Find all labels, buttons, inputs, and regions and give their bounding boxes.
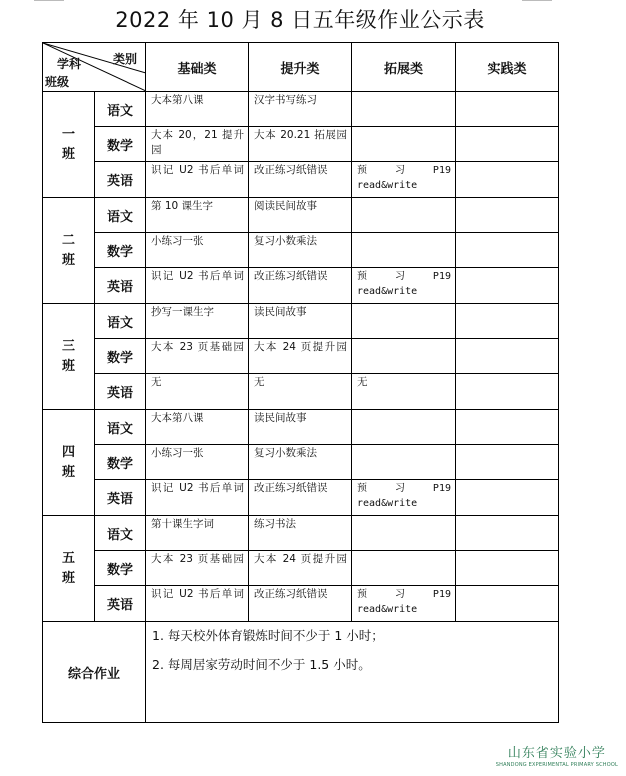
subject-cell: 数学 <box>95 127 146 162</box>
subject-cell: 数学 <box>95 233 146 268</box>
class-name-cell <box>43 516 95 622</box>
class-name-cell <box>43 198 95 304</box>
homework-cell-extended: 预 习 P19 read&write <box>352 162 456 198</box>
diag-label-subject: 学科 <box>57 57 82 71</box>
homework-cell-practice <box>456 304 559 339</box>
homework-cell-basic: 识记 U2 书后单词 <box>146 268 249 304</box>
header-basic: 基础类 <box>146 43 249 92</box>
subject-cell: 语文 <box>95 92 146 127</box>
homework-cell-extended: 预 习 P19 read&write <box>352 586 456 622</box>
subject-cell: 英语 <box>95 480 146 516</box>
subject-cell: 数学 <box>95 551 146 586</box>
class-name: 五班 <box>61 550 75 586</box>
comprehensive-content <box>146 622 559 723</box>
class-name-cell <box>43 304 95 410</box>
homework-cell-extended <box>352 551 456 586</box>
table-row <box>43 268 559 304</box>
homework-cell-advanced: 改正练习纸错误 <box>249 586 352 622</box>
header-advanced: 提升类 <box>249 43 352 92</box>
homework-cell-advanced: 大本 24 页提升园 <box>249 551 352 586</box>
comprehensive-item: 1. 每天校外体育锻炼时间不少于 1 小时； <box>152 628 384 643</box>
homework-cell-advanced: 阅读民间故事 <box>249 198 352 233</box>
logo-name-en: SHANDONG EXPERIMENTAL PRIMARY SCHOOL <box>495 762 618 768</box>
diag-label-category: 类别 <box>113 52 138 66</box>
homework-cell-advanced: 改正练习纸错误 <box>249 162 352 198</box>
diagonal-header-cell <box>43 43 146 92</box>
subject-cell: 语文 <box>95 516 146 551</box>
subject-cell: 英语 <box>95 374 146 410</box>
homework-cell-basic: 大本 23 页基础园 <box>146 339 249 374</box>
subject-cell: 数学 <box>95 339 146 374</box>
table-row <box>43 516 559 551</box>
homework-cell-extended <box>352 233 456 268</box>
class-name: 四班 <box>61 444 75 480</box>
homework-table <box>42 42 559 723</box>
comprehensive-label: 综合作业 <box>43 622 146 723</box>
homework-cell-practice <box>456 516 559 551</box>
class-name: 一班 <box>61 126 75 162</box>
table-row <box>43 162 559 198</box>
class-name-cell <box>43 410 95 516</box>
homework-cell-practice <box>456 374 559 410</box>
homework-cell-practice <box>456 410 559 445</box>
homework-cell-practice <box>456 268 559 304</box>
homework-cell-basic: 无 <box>146 374 249 410</box>
comprehensive-item: 2. 每周居家劳动时间不少于 1.5 小时。 <box>152 657 371 672</box>
page-title: 2022 年 10 月 8 日五年级作业公示表 <box>115 8 485 32</box>
top-rule-right <box>522 0 552 1</box>
header-extended: 拓展类 <box>352 43 456 92</box>
homework-cell-practice <box>456 586 559 622</box>
subject-cell: 英语 <box>95 586 146 622</box>
homework-cell-basic: 小练习一张 <box>146 233 249 268</box>
homework-cell-basic: 小练习一张 <box>146 445 249 480</box>
homework-cell-extended <box>352 304 456 339</box>
table-row <box>43 374 559 410</box>
homework-cell-basic: 识记 U2 书后单词 <box>146 586 249 622</box>
homework-cell-practice <box>456 339 559 374</box>
homework-cell-advanced: 读民间故事 <box>249 304 352 339</box>
table-row <box>43 304 559 339</box>
homework-cell-practice <box>456 198 559 233</box>
school-logo <box>496 742 618 768</box>
homework-cell-basic: 第十课生字词 <box>146 516 249 551</box>
table-row <box>43 445 559 480</box>
homework-cell-advanced: 读民间故事 <box>249 410 352 445</box>
subject-cell: 英语 <box>95 268 146 304</box>
class-name: 三班 <box>61 338 75 374</box>
homework-cell-practice <box>456 127 559 162</box>
table-row <box>43 339 559 374</box>
class-name-cell <box>43 92 95 198</box>
homework-cell-practice <box>456 551 559 586</box>
homework-cell-extended <box>352 445 456 480</box>
homework-cell-basic: 第 10 课生字 <box>146 198 249 233</box>
homework-cell-extended <box>352 339 456 374</box>
header-row <box>43 43 559 92</box>
homework-cell-extended <box>352 198 456 233</box>
table-row <box>43 480 559 516</box>
subject-cell: 语文 <box>95 198 146 233</box>
homework-cell-practice <box>456 233 559 268</box>
homework-cell-advanced: 练习书法 <box>249 516 352 551</box>
table-row <box>43 410 559 445</box>
homework-cell-extended <box>352 516 456 551</box>
table-row <box>43 233 559 268</box>
homework-cell-basic: 识记 U2 书后单词 <box>146 480 249 516</box>
table-row <box>43 551 559 586</box>
homework-cell-advanced: 复习小数乘法 <box>249 445 352 480</box>
homework-cell-advanced: 改正练习纸错误 <box>249 480 352 516</box>
subject-cell: 英语 <box>95 162 146 198</box>
homework-cell-advanced: 无 <box>249 374 352 410</box>
homework-cell-practice <box>456 162 559 198</box>
subject-cell: 数学 <box>95 445 146 480</box>
homework-cell-advanced: 复习小数乘法 <box>249 233 352 268</box>
homework-cell-advanced: 大本 24 页提升园 <box>249 339 352 374</box>
homework-cell-advanced: 汉字书写练习 <box>249 92 352 127</box>
homework-cell-basic: 大本 23 页基础园 <box>146 551 249 586</box>
table-row <box>43 127 559 162</box>
homework-cell-basic: 抄写一课生字 <box>146 304 249 339</box>
homework-cell-basic: 大本 20，21 提升园 <box>146 127 249 162</box>
class-name: 二班 <box>61 232 75 268</box>
homework-cell-extended: 预 习 P19 read&write <box>352 480 456 516</box>
homework-cell-advanced: 大本 20.21 拓展园 <box>249 127 352 162</box>
homework-cell-advanced: 改正练习纸错误 <box>249 268 352 304</box>
header-practice: 实践类 <box>456 43 559 92</box>
subject-cell: 语文 <box>95 410 146 445</box>
table-row <box>43 92 559 127</box>
top-rule-left <box>34 0 64 1</box>
subject-cell: 语文 <box>95 304 146 339</box>
table-row <box>43 586 559 622</box>
homework-cell-extended <box>352 410 456 445</box>
homework-cell-extended: 无 <box>352 374 456 410</box>
homework-cell-basic: 大本第八课 <box>146 410 249 445</box>
homework-cell-practice <box>456 480 559 516</box>
homework-cell-extended <box>352 127 456 162</box>
homework-cell-basic: 大本第八课 <box>146 92 249 127</box>
homework-cell-practice <box>456 445 559 480</box>
homework-cell-practice <box>456 92 559 127</box>
table-row <box>43 198 559 233</box>
logo-name-cn: 山东省实验小学 <box>507 746 606 761</box>
homework-cell-extended: 预 习 P19 read&write <box>352 268 456 304</box>
homework-cell-basic: 识记 U2 书后单词 <box>146 162 249 198</box>
homework-cell-extended <box>352 92 456 127</box>
diag-label-class: 班级 <box>45 75 70 89</box>
comprehensive-row <box>43 622 559 723</box>
